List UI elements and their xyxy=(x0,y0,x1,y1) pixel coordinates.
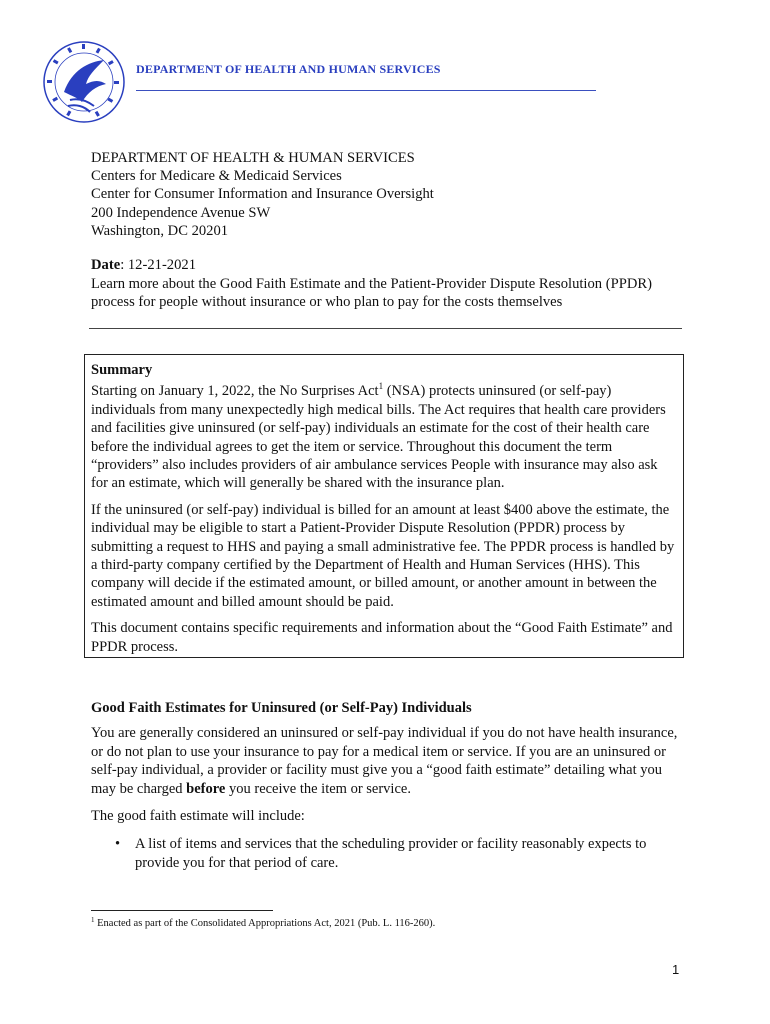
address-line: Center for Consumer Information and Insurance Oversight xyxy=(91,186,434,203)
summary-paragraph xyxy=(91,382,675,492)
list-item-text: A list of items and services that the scheduling provider or facility reasonably expects to provide you for that period of care. xyxy=(135,836,647,871)
section-text: You are generally considered an uninsured or self-pay individual if you do not have health insurance, or do not plan to use your insurance to pay for a medical item or service. If you are an uninsured or self-pay individual, a provider or facility must give you a “good faith estimate” detailing what you may be charged xyxy=(91,725,678,797)
date-line xyxy=(91,256,691,275)
address-line: Washington, DC 20201 xyxy=(91,222,229,239)
bullet-icon: • xyxy=(115,836,121,853)
section-paragraph xyxy=(91,724,681,798)
summary-paragraph: This document contains specific requirements and information about the “Good Faith Estimate” and PPDR process. xyxy=(91,620,673,655)
good-faith-section xyxy=(91,699,681,872)
summary-text: (NSA) protects uninsured (or self-pay) individuals from many unexpectedly high medical bills. The Act requires that health care providers and facilities give uninsured (or self-pay) individuals an estimate for the cost of their health care before the individual agrees to get the item or service. Throughout this document the term “providers” also includes providers of air ambulance services People with insurance may also ask for an estimate, which will generally be shared with the insurance plan. xyxy=(91,383,666,492)
emphasis-text: before xyxy=(186,780,226,797)
section-text: you receive the item or service. xyxy=(225,780,411,797)
document-description: Learn more about the Good Faith Estimate and the Patient-Provider Dispute Resolution (PPDR) process for people without insurance or who plan to pay for the costs themselves xyxy=(91,275,652,311)
section-heading: Good Faith Estimates for Uninsured (or Self-Pay) Individuals xyxy=(91,700,472,716)
footnote xyxy=(91,918,435,929)
address-block xyxy=(91,149,434,240)
summary-box xyxy=(84,354,684,658)
date-label: Date xyxy=(91,257,121,273)
footnote-text: Enacted as part of the Consolidated Appropriations Act, 2021 (Pub. L. 116-260). xyxy=(94,918,436,929)
summary-paragraph: If the uninsured (or self-pay) individual is billed for an amount at least $400 above the estimate, the individual may be eligible to start a Patient-Provider Dispute Resolution (PPDR) process by submitting a request to HHS and paying a small administrative fee. The PPDR process is handled by a third-party company certified by the Department of Health and Human Services (HHS). This company will decide if the estimated amount, or billed amount, or another amount in between the estimated amount and billed amount should be paid. xyxy=(91,501,675,610)
summary-title: Summary xyxy=(91,362,153,378)
date-block xyxy=(91,256,691,312)
address-line: 200 Independence Avenue SW xyxy=(91,204,271,221)
section-divider xyxy=(89,328,682,329)
page-number: 1 xyxy=(672,962,680,977)
hhs-seal-icon xyxy=(42,40,126,124)
footnote-rule xyxy=(91,910,273,911)
footnote-marker: 1 xyxy=(91,916,95,924)
header-department: DEPARTMENT OF HEALTH AND HUMAN SERVICES xyxy=(136,62,441,76)
address-line: DEPARTMENT OF HEALTH & HUMAN SERVICES xyxy=(91,150,415,166)
footnote-ref[interactable]: 1 xyxy=(378,381,384,392)
list-item xyxy=(91,835,681,872)
date-value: : 12-21-2021 xyxy=(120,257,196,273)
address-line: Centers for Medicare & Medicaid Services xyxy=(91,168,342,185)
summary-text: Starting on January 1, 2022, the No Surprises Act xyxy=(91,383,379,400)
section-paragraph: The good faith estimate will include: xyxy=(91,808,305,825)
header-rule xyxy=(136,90,596,91)
